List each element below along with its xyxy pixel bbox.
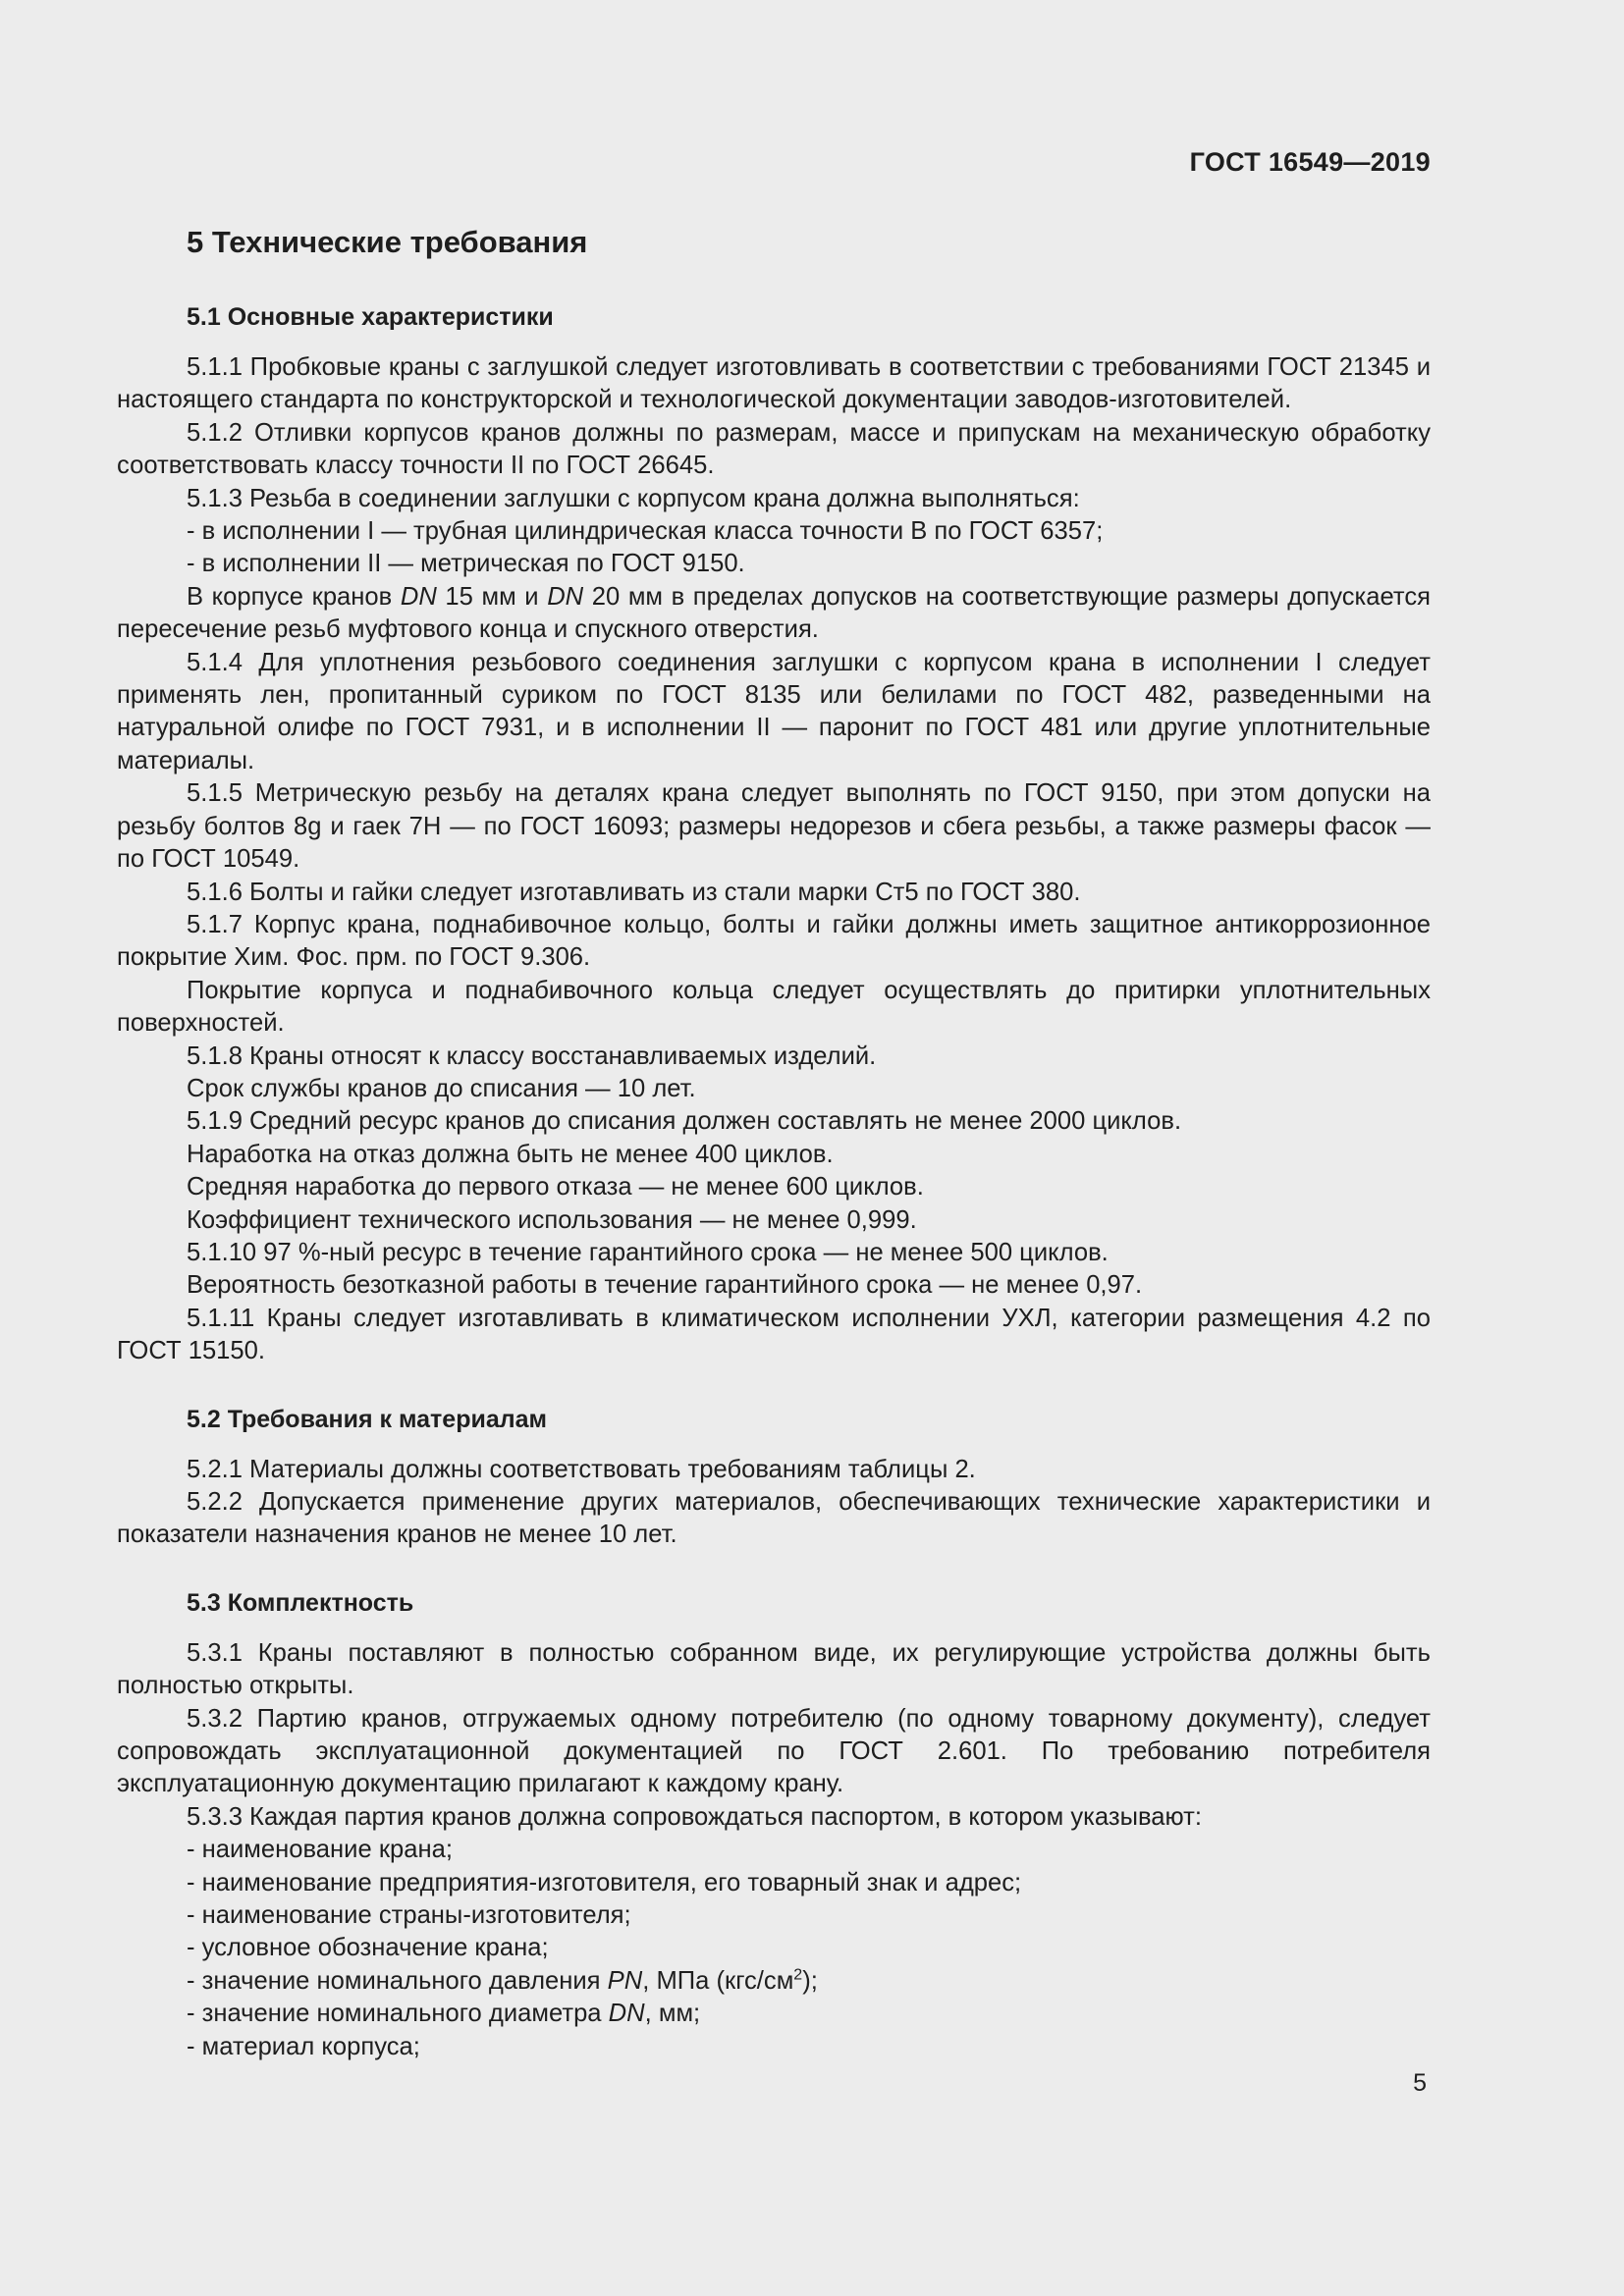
text-run: В корпусе кранов	[187, 582, 401, 611]
dn-symbol: DN	[400, 582, 437, 611]
dn-symbol: DN	[547, 582, 584, 611]
text-run: , МПа (кгс/см	[642, 1966, 794, 1995]
paragraph-5-1-2: 5.1.2 Отливки корпусов кранов должны по размерам, массе и припускам на механическую обработку соответствовать классу точности II по ГОСТ 26645.	[117, 418, 1431, 480]
paragraph-probability: Вероятность безотказной работы в течение гарантийного срока — не менее 0,97.	[187, 1271, 1143, 1300]
text-run: - значение номинального давления	[187, 1966, 608, 1995]
list-item: - наименование предприятия-изготовителя, его товарный знак и адрес;	[187, 1868, 1022, 1896]
paragraph-5-1-9: 5.1.9 Средний ресурс кранов до списания должен составлять не менее 2000 циклов.	[187, 1107, 1182, 1136]
list-item: - в исполнении II — метрическая по ГОСТ 9150.	[187, 550, 745, 578]
page-number: 5	[1413, 2069, 1427, 2097]
text-run: - значение номинального диаметра	[187, 2000, 609, 2028]
subsection-title-5-3: 5.3 Комплектность	[187, 1588, 414, 1617]
superscript: 2	[793, 1966, 803, 1984]
dn-symbol: DN	[608, 2000, 645, 2028]
paragraph-5-1-6: 5.1.6 Болты и гайки следует изготавливать из стали марки Ст5 по ГОСТ 380.	[187, 878, 1081, 906]
paragraph-service-life: Срок службы кранов до списания — 10 лет.	[187, 1074, 696, 1102]
paragraph-5-1-8: 5.1.8 Краны относят к классу восстанавливаемых изделий.	[187, 1041, 877, 1070]
paragraph-dn	[117, 581, 1431, 647]
text-run: , мм;	[644, 2000, 701, 2028]
list-item: - материал корпуса;	[187, 2032, 420, 2060]
paragraph-5-1-10: 5.1.10 97 %-ный ресурс в течение гарантийного срока — не менее 500 циклов.	[187, 1238, 1109, 1266]
paragraph-5-3-3: 5.3.3 Каждая партия кранов должна сопровождаться паспортом, в котором указывают:	[187, 1802, 1203, 1831]
paragraph-5-2-2: 5.2.2 Допускается применение других материалов, обеспечивающих технические характеристики и показатели назначения кранов не менее 10 лет.	[117, 1488, 1431, 1549]
list-item-pressure	[187, 1965, 1431, 1998]
paragraph-5-1-3: 5.1.3 Резьба в соединении заглушки с корпусом крана должна выполняться:	[187, 484, 1080, 512]
paragraph-5-3-2: 5.3.2 Партию кранов, отгружаемых одному потребителю (по одному товарному документу), следует сопровождать эксплуатационной документацией по ГОСТ 2.601. По требованию потребителя эксплуатационную документацию прилагают к каждому крану.	[117, 1704, 1431, 1798]
list-item: - наименование крана;	[187, 1836, 453, 1864]
text-run: );	[802, 1966, 818, 1995]
paragraph-5-1-7: 5.1.7 Корпус крана, поднабивочное кольцо, болты и гайки должны иметь защитное антикоррозионное покрытие Хим. Фос. прм. по ГОСТ 9.306.	[117, 910, 1431, 972]
document-code: ГОСТ 16549—2019	[1189, 147, 1431, 177]
paragraph-5-1-1: 5.1.1 Пробковые краны с заглушкой следует изготовливать в соответствии с требованиями ГОСТ 21345 и настоящего стандарта по конструкторской и технологической документации заводов-изготовителей.	[117, 353, 1431, 414]
list-item: - в исполнении I — трубная цилиндрическая класса точности В по ГОСТ 6357;	[187, 517, 1104, 546]
paragraph-mttf: Средняя наработка до первого отказа — не менее 600 циклов.	[187, 1173, 924, 1201]
subsection-title-5-2: 5.2 Требования к материалам	[187, 1405, 548, 1433]
subsection-title-5-1: 5.1 Основные характеристики	[187, 303, 554, 331]
paragraph-coating: Покрытие корпуса и поднабивочного кольца следует осуществлять до притирки уплотнительных поверхностей.	[117, 976, 1431, 1038]
paragraph-5-1-11: 5.1.11 Краны следует изготавливать в климатическом исполнении УХЛ, категории размещения 4.2 по ГОСТ 15150.	[117, 1304, 1431, 1365]
text-run: 20 мм в пределах допусков на соответствующие размеры допускается пересечение резьб муфтового конца и спускного отверстия.	[117, 582, 1432, 644]
page-content	[117, 221, 1431, 2063]
paragraph-5-1-4: 5.1.4 Для уплотнения резьбового соединения заглушки с корпусом крана в исполнении I следует применять лен, пропитанный суриком по ГОСТ 8135 или белилами по ГОСТ 482, разведенными на натуральной олифе по ГОСТ 7931, и в исполнении II — паронит по ГОСТ 481 или другие уплотнительные материалы.	[117, 648, 1431, 774]
list-item: - наименование страны-изготовителя;	[187, 1901, 631, 1930]
section-title: 5 Технические требования	[187, 225, 588, 259]
paragraph-5-1-5: 5.1.5 Метрическую резьбу на деталях крана следует выполнять по ГОСТ 9150, при этом допуски на резьбу болтов 8g и гаек 7H — по ГОСТ 16093; размеры недорезов и сбега резьбы, а также размеры фасок — по ГОСТ 10549.	[117, 779, 1431, 874]
text-run: 15 мм и	[436, 582, 548, 611]
list-item: - условное обозначение крана;	[187, 1934, 549, 1962]
paragraph-5-3-1: 5.3.1 Краны поставляют в полностью собранном виде, их регулирующие устройства должны быть полностью открыты.	[117, 1638, 1431, 1700]
paragraph-mtbf: Наработка на отказ должна быть не менее 400 циклов.	[187, 1140, 834, 1168]
paragraph-coefficient: Коэффициент технического использования — не менее 0,999.	[187, 1205, 917, 1234]
list-item-diameter	[187, 1998, 1431, 2030]
paragraph-5-2-1: 5.2.1 Материалы должны соответствовать требованиям таблицы 2.	[187, 1455, 976, 1483]
pn-symbol: PN	[607, 1966, 643, 1995]
